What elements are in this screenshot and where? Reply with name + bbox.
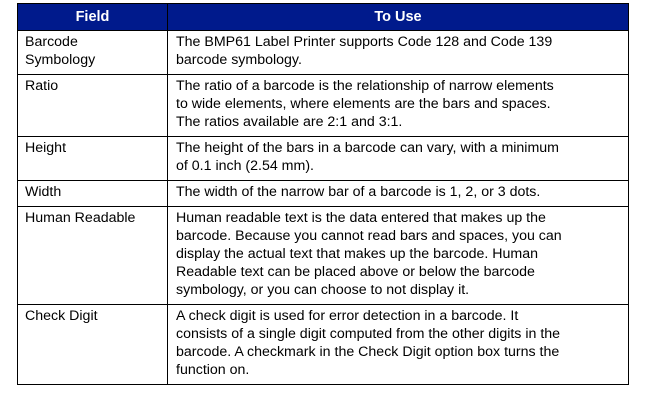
header-to-use: To Use [168,4,629,31]
description-line: Readable text can be placed above or below the barcode [176,264,535,280]
table-row [18,31,629,75]
table-row [18,137,629,181]
field-name-line: Human Readable [25,210,136,226]
field-name-line: Symbology [25,52,96,68]
description-line: barcode. A checkmark in the Check Digit option box turns the [176,344,560,360]
description-line: symbology, or you can choose to not display it. [176,282,470,298]
header-row [18,4,629,31]
table-row [18,181,629,207]
table-row [18,75,629,137]
field-description-cell [168,75,629,137]
field-name-line: Width [25,184,62,200]
field-name-cell [18,31,168,75]
field-name-cell [18,181,168,207]
field-description-cell [168,31,629,75]
field-name-cell [18,305,168,385]
field-name-line: Height [25,140,67,156]
description-line: The ratio of a barcode is the relationship of narrow elements [176,78,554,94]
table-body [18,31,629,385]
table-row [18,207,629,305]
description-line: of 0.1 inch (2.54 mm). [176,158,314,174]
table-header [18,4,629,31]
field-name-cell [18,75,168,137]
barcode-fields-table [17,3,629,385]
description-line: The width of the narrow bar of a barcode is 1, 2, or 3 dots. [176,184,541,200]
field-description-cell [168,137,629,181]
field-name-cell [18,207,168,305]
field-name-line: Ratio [25,78,59,94]
field-description-cell [168,305,629,385]
description-line: The ratios available are 2:1 and 3:1. [176,114,403,130]
description-line: Human readable text is the data entered that makes up the [176,210,546,226]
header-field: Field [18,4,168,31]
table-row [18,305,629,385]
description-line: barcode. Because you cannot read bars and spaces, you can [176,228,562,244]
field-name-cell [18,137,168,181]
description-line: to wide elements, where elements are the bars and spaces. [176,96,551,112]
description-line: barcode symbology. [176,52,302,68]
field-description-cell [168,181,629,207]
description-line: display the actual text that makes up the barcode. Human [176,246,538,262]
field-name-line: Check Digit [25,308,98,324]
description-line: A check digit is used for error detection in a barcode. It [176,308,519,324]
description-line: The BMP61 Label Printer supports Code 128 and Code 139 [176,34,553,50]
description-line: function on. [176,362,250,378]
description-line: The height of the bars in a barcode can vary, with a minimum [176,140,559,156]
field-name-line: Barcode [25,34,78,50]
field-description-cell [168,207,629,305]
description-line: consists of a single digit computed from the other digits in the [176,326,561,342]
